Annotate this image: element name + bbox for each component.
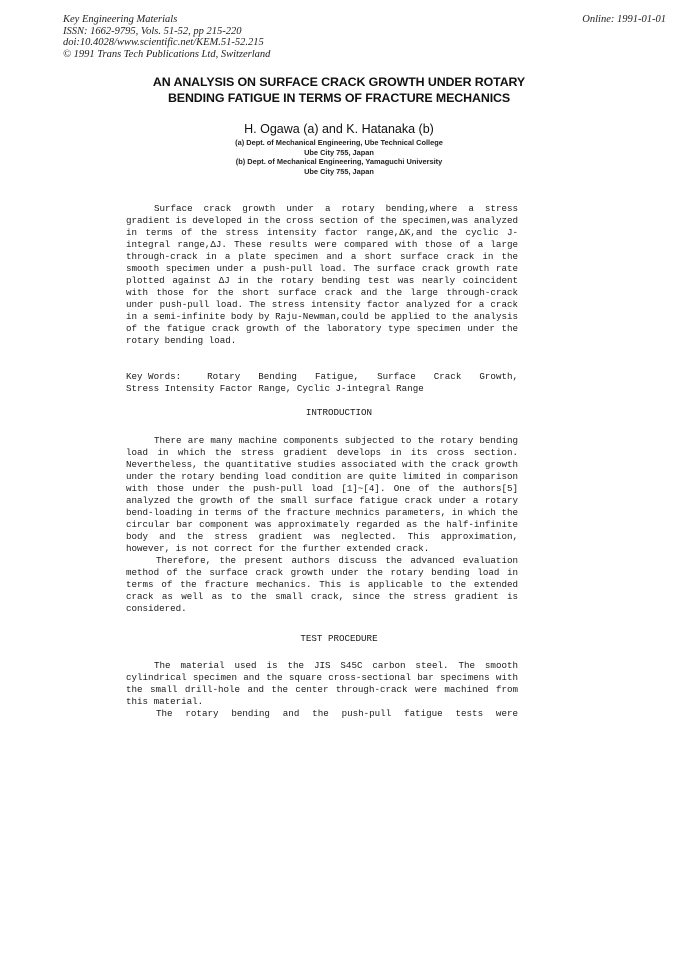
affiliation-a: (a) Dept. of Mechanical Engineering, Ube Technical College — [235, 138, 443, 147]
keywords-line-2: Stress Intensity Factor Range, Cyclic J-integral Range — [126, 383, 424, 394]
keywords-label: Key Words: — [126, 371, 182, 382]
procedure-paragraph-1: The material used is the JIS S45C carbon steel. The smooth cylindrical specimen and the square cross-sectional bar specimens with the small drill-hole and the center through-crack were machined from this material. — [126, 660, 518, 707]
keywords-line-1: Rotary Bending Fatigue, Surface Crack Growth, — [207, 371, 518, 382]
paper-title — [0, 74, 678, 106]
affiliation-a-city: Ube City 755, Japan — [304, 147, 374, 157]
authors: H. Ogawa (a) and K. Hatanaka (b) — [244, 122, 434, 136]
doi-line: doi:10.4028/www.scientific.net/KEM.51-52.215 — [63, 37, 264, 48]
title-line-1: AN ANALYSIS ON SURFACE CRACK GROWTH UNDER ROTARY — [152, 75, 526, 89]
online-date: Online: 1991-01-01 — [582, 14, 666, 25]
intro-paragraph-1: There are many machine components subjected to the rotary bending load in which the stress gradient develops in its cross section. Nevertheless, the quantitative studies associated with the crack growth under the rotary bending load condition are quite limited in comparison with those under the push-pull load [1]~[4]. One of the authors[5] analyzed the growth of the small surface fatigue crack under a rotary bend-loading in terms of the fracture mechnics parameters, in which the circular bar component was approximately regarded as the half-infinite body and the stress gradient was neglected. This approximation, however, is not correct for the further extended crack. — [126, 435, 518, 554]
journal-name: Key Engineering Materials — [63, 14, 178, 25]
section-heading-test-procedure: TEST PROCEDURE — [300, 633, 378, 644]
test-procedure-body — [126, 660, 518, 720]
keywords — [126, 371, 518, 395]
procedure-paragraph-2: The rotary bending and the push-pull fatigue tests were — [156, 708, 518, 719]
journal-header — [63, 14, 270, 60]
section-heading-introduction: INTRODUCTION — [305, 407, 373, 418]
title-line-2: BENDING FATIGUE IN TERMS OF FRACTURE MECHANICS — [167, 91, 511, 105]
affiliation-b-city: Ube City 755, Japan — [304, 166, 374, 176]
copyright-line: © 1991 Trans Tech Publications Ltd, Switzerland — [63, 48, 271, 60]
introduction-body — [126, 435, 518, 615]
intro-paragraph-2: Therefore, the present authors discuss the advanced evaluation method of the surface crack growth under the rotary bending load in terms of the fracture mechanics. This is applicable to the extended crack as well as to the small crack, since the stress gradient is considered. — [126, 555, 518, 614]
issn-line: ISSN: 1662-9795, Vols. 51-52, pp 215-220 — [63, 25, 242, 37]
affiliations — [0, 138, 678, 176]
abstract — [126, 203, 518, 347]
abstract-text: Surface crack growth under a rotary bending,where a stress gradient is developed in the cross section of the specimen,was analyzed in terms of the stress intensity factor range,ΔK,and the cyclic J-integral range,ΔJ. These results were compared with those of a large through-crack in a plate specimen and a short surface crack in the smooth specimen under a push-pull load. The surface crack growth rate plotted against ΔJ in the rotary bending test was nearly coincident with those for the short surface crack and the large through-crack under push-pull load. The stress intensity factor analyzed for a crack in a semi-infinite body by Raju-Newman,could be applied to the analysis of the fatigue crack growth of the laboratory type specimen under the rotary bending load. — [126, 203, 518, 346]
affiliation-b: (b) Dept. of Mechanical Engineering, Yamaguchi University — [235, 157, 443, 167]
